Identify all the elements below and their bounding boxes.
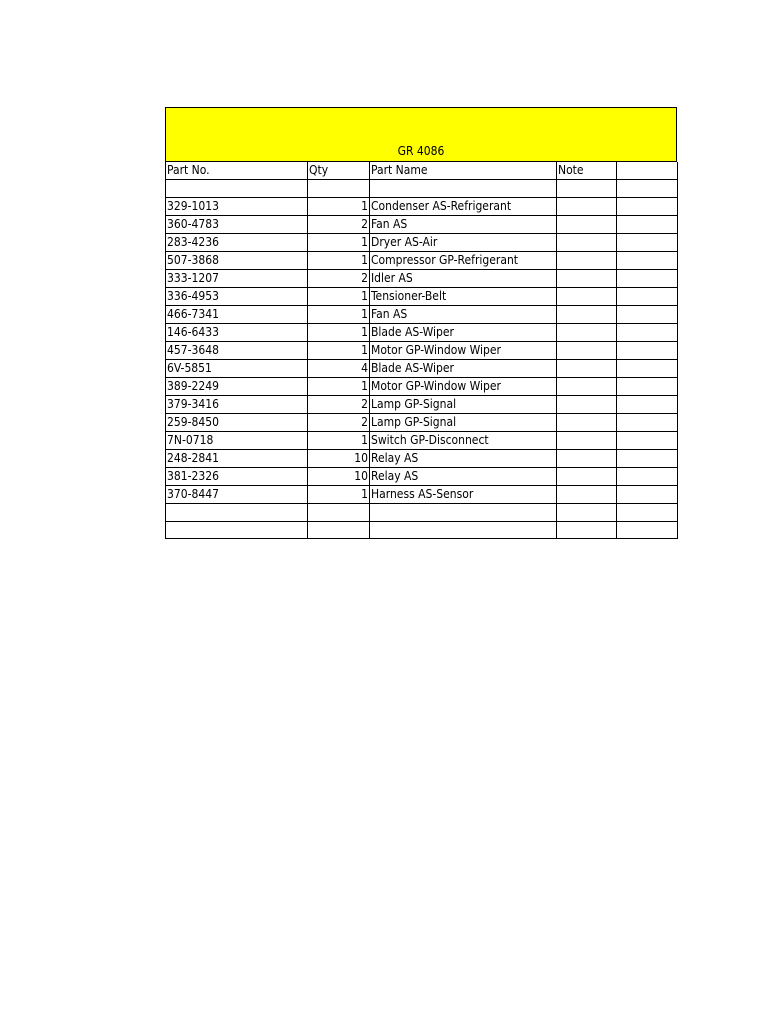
header-part-name[interactable]: Part Name [370,162,557,180]
note-cell[interactable] [557,197,617,215]
table-row [166,467,678,485]
qty-cell[interactable]: 1 [308,251,370,269]
table-row [166,197,678,215]
part-name-cell[interactable]: Fan AS [370,215,557,233]
note-cell[interactable] [557,521,617,539]
part-no-cell[interactable] [166,503,308,521]
extra-cell[interactable] [617,395,678,413]
part-no-cell[interactable]: 259-8450 [166,413,308,431]
part-no-cell[interactable]: 6V-5851 [166,359,308,377]
note-cell[interactable] [557,233,617,251]
extra-cell[interactable] [617,449,678,467]
qty-cell[interactable]: 1 [308,341,370,359]
note-cell[interactable] [557,467,617,485]
part-name-cell[interactable]: Fan AS [370,305,557,323]
table-row [166,269,678,287]
header-extra[interactable] [617,162,678,180]
note-cell[interactable] [557,359,617,377]
qty-cell[interactable]: 1 [308,323,370,341]
qty-cell[interactable]: 1 [308,485,370,503]
table-row [166,521,678,539]
part-name-cell[interactable]: Dryer AS-Air [370,233,557,251]
qty-cell[interactable] [308,503,370,521]
extra-cell[interactable] [617,467,678,485]
part-name-cell[interactable] [370,180,557,198]
qty-cell[interactable]: 1 [308,377,370,395]
table-row [166,485,678,503]
note-cell[interactable] [557,431,617,449]
note-cell[interactable] [557,395,617,413]
part-name-cell[interactable]: Idler AS [370,269,557,287]
extra-cell[interactable] [617,215,678,233]
table-row [166,251,678,269]
table-row [166,341,678,359]
part-no-cell[interactable]: 146-6433 [166,323,308,341]
table-row [166,287,678,305]
extra-cell[interactable] [617,251,678,269]
qty-cell[interactable]: 2 [308,395,370,413]
note-cell[interactable] [557,251,617,269]
part-no-cell[interactable]: 389-2249 [166,377,308,395]
part-no-cell[interactable]: 329-1013 [166,197,308,215]
table-row [166,395,678,413]
qty-cell[interactable]: 2 [308,269,370,287]
part-name-cell[interactable]: Condenser AS-Refrigerant [370,197,557,215]
note-cell[interactable] [557,323,617,341]
qty-cell[interactable] [308,521,370,539]
table-row [166,180,678,198]
part-no-cell[interactable]: 248-2841 [166,449,308,467]
part-name-cell[interactable]: Compressor GP-Refrigerant [370,251,557,269]
parts-sheet [165,107,677,539]
part-no-cell[interactable]: 379-3416 [166,395,308,413]
extra-cell[interactable] [617,485,678,503]
extra-cell[interactable] [617,377,678,395]
note-cell[interactable] [557,180,617,198]
qty-cell[interactable]: 2 [308,413,370,431]
extra-cell[interactable] [617,287,678,305]
part-name-cell[interactable]: Relay AS [370,467,557,485]
part-name-cell[interactable]: Lamp GP-Signal [370,413,557,431]
qty-cell[interactable]: 1 [308,287,370,305]
qty-cell[interactable]: 10 [308,467,370,485]
qty-cell[interactable]: 1 [308,305,370,323]
extra-cell[interactable] [617,431,678,449]
part-no-cell[interactable] [166,521,308,539]
qty-cell[interactable]: 1 [308,197,370,215]
table-row [166,377,678,395]
table-row [166,503,678,521]
part-no-cell[interactable]: 360-4783 [166,215,308,233]
part-no-cell[interactable]: 381-2326 [166,467,308,485]
note-cell[interactable] [557,449,617,467]
table-row [166,215,678,233]
qty-cell[interactable]: 4 [308,359,370,377]
part-name-cell[interactable]: Harness AS-Sensor [370,485,557,503]
note-cell[interactable] [557,485,617,503]
table-row [166,359,678,377]
part-no-cell[interactable]: 457-3648 [166,341,308,359]
note-cell[interactable] [557,413,617,431]
part-no-cell[interactable]: 283-4236 [166,233,308,251]
header-note[interactable]: Note [557,162,617,180]
part-name-cell[interactable]: Lamp GP-Signal [370,395,557,413]
part-no-cell[interactable] [166,180,308,198]
part-name-cell[interactable]: Blade AS-Wiper [370,359,557,377]
part-name-cell[interactable]: Motor GP-Window Wiper [370,377,557,395]
note-cell[interactable] [557,377,617,395]
part-name-cell[interactable]: Relay AS [370,449,557,467]
table-row [166,413,678,431]
extra-cell[interactable] [617,503,678,521]
note-cell[interactable] [557,341,617,359]
table-row [166,233,678,251]
qty-cell[interactable]: 1 [308,431,370,449]
extra-cell[interactable] [617,233,678,251]
part-name-cell[interactable]: Blade AS-Wiper [370,323,557,341]
table-row [166,323,678,341]
extra-cell[interactable] [617,413,678,431]
part-no-cell[interactable]: 466-7341 [166,305,308,323]
qty-cell[interactable]: 1 [308,233,370,251]
extra-cell[interactable] [617,323,678,341]
header-row [166,162,678,180]
extra-cell[interactable] [617,359,678,377]
header-part-no[interactable]: Part No. [166,162,308,180]
extra-cell[interactable] [617,341,678,359]
part-name-cell[interactable]: Tensioner-Belt [370,287,557,305]
part-no-cell[interactable]: 336-4953 [166,287,308,305]
note-cell[interactable] [557,305,617,323]
part-name-cell[interactable]: Switch GP-Disconnect [370,431,557,449]
part-no-cell[interactable]: 7N-0718 [166,431,308,449]
note-cell[interactable] [557,215,617,233]
table-row [166,431,678,449]
table-row [166,449,678,467]
qty-cell[interactable] [308,180,370,198]
part-name-cell[interactable] [370,503,557,521]
header-qty[interactable]: Qty [308,162,370,180]
note-cell[interactable] [557,287,617,305]
qty-cell[interactable]: 2 [308,215,370,233]
sheet-title: GR 4086 [397,144,445,158]
part-no-cell[interactable]: 333-1207 [166,269,308,287]
note-cell[interactable] [557,269,617,287]
part-name-cell[interactable] [370,521,557,539]
extra-cell[interactable] [617,305,678,323]
extra-cell[interactable] [617,180,678,198]
title-cell[interactable] [165,107,677,162]
extra-cell[interactable] [617,269,678,287]
part-no-cell[interactable]: 507-3868 [166,251,308,269]
extra-cell[interactable] [617,521,678,539]
parts-table [165,162,678,539]
part-name-cell[interactable]: Motor GP-Window Wiper [370,341,557,359]
part-no-cell[interactable]: 370-8447 [166,485,308,503]
table-row [166,305,678,323]
note-cell[interactable] [557,503,617,521]
extra-cell[interactable] [617,197,678,215]
qty-cell[interactable]: 10 [308,449,370,467]
